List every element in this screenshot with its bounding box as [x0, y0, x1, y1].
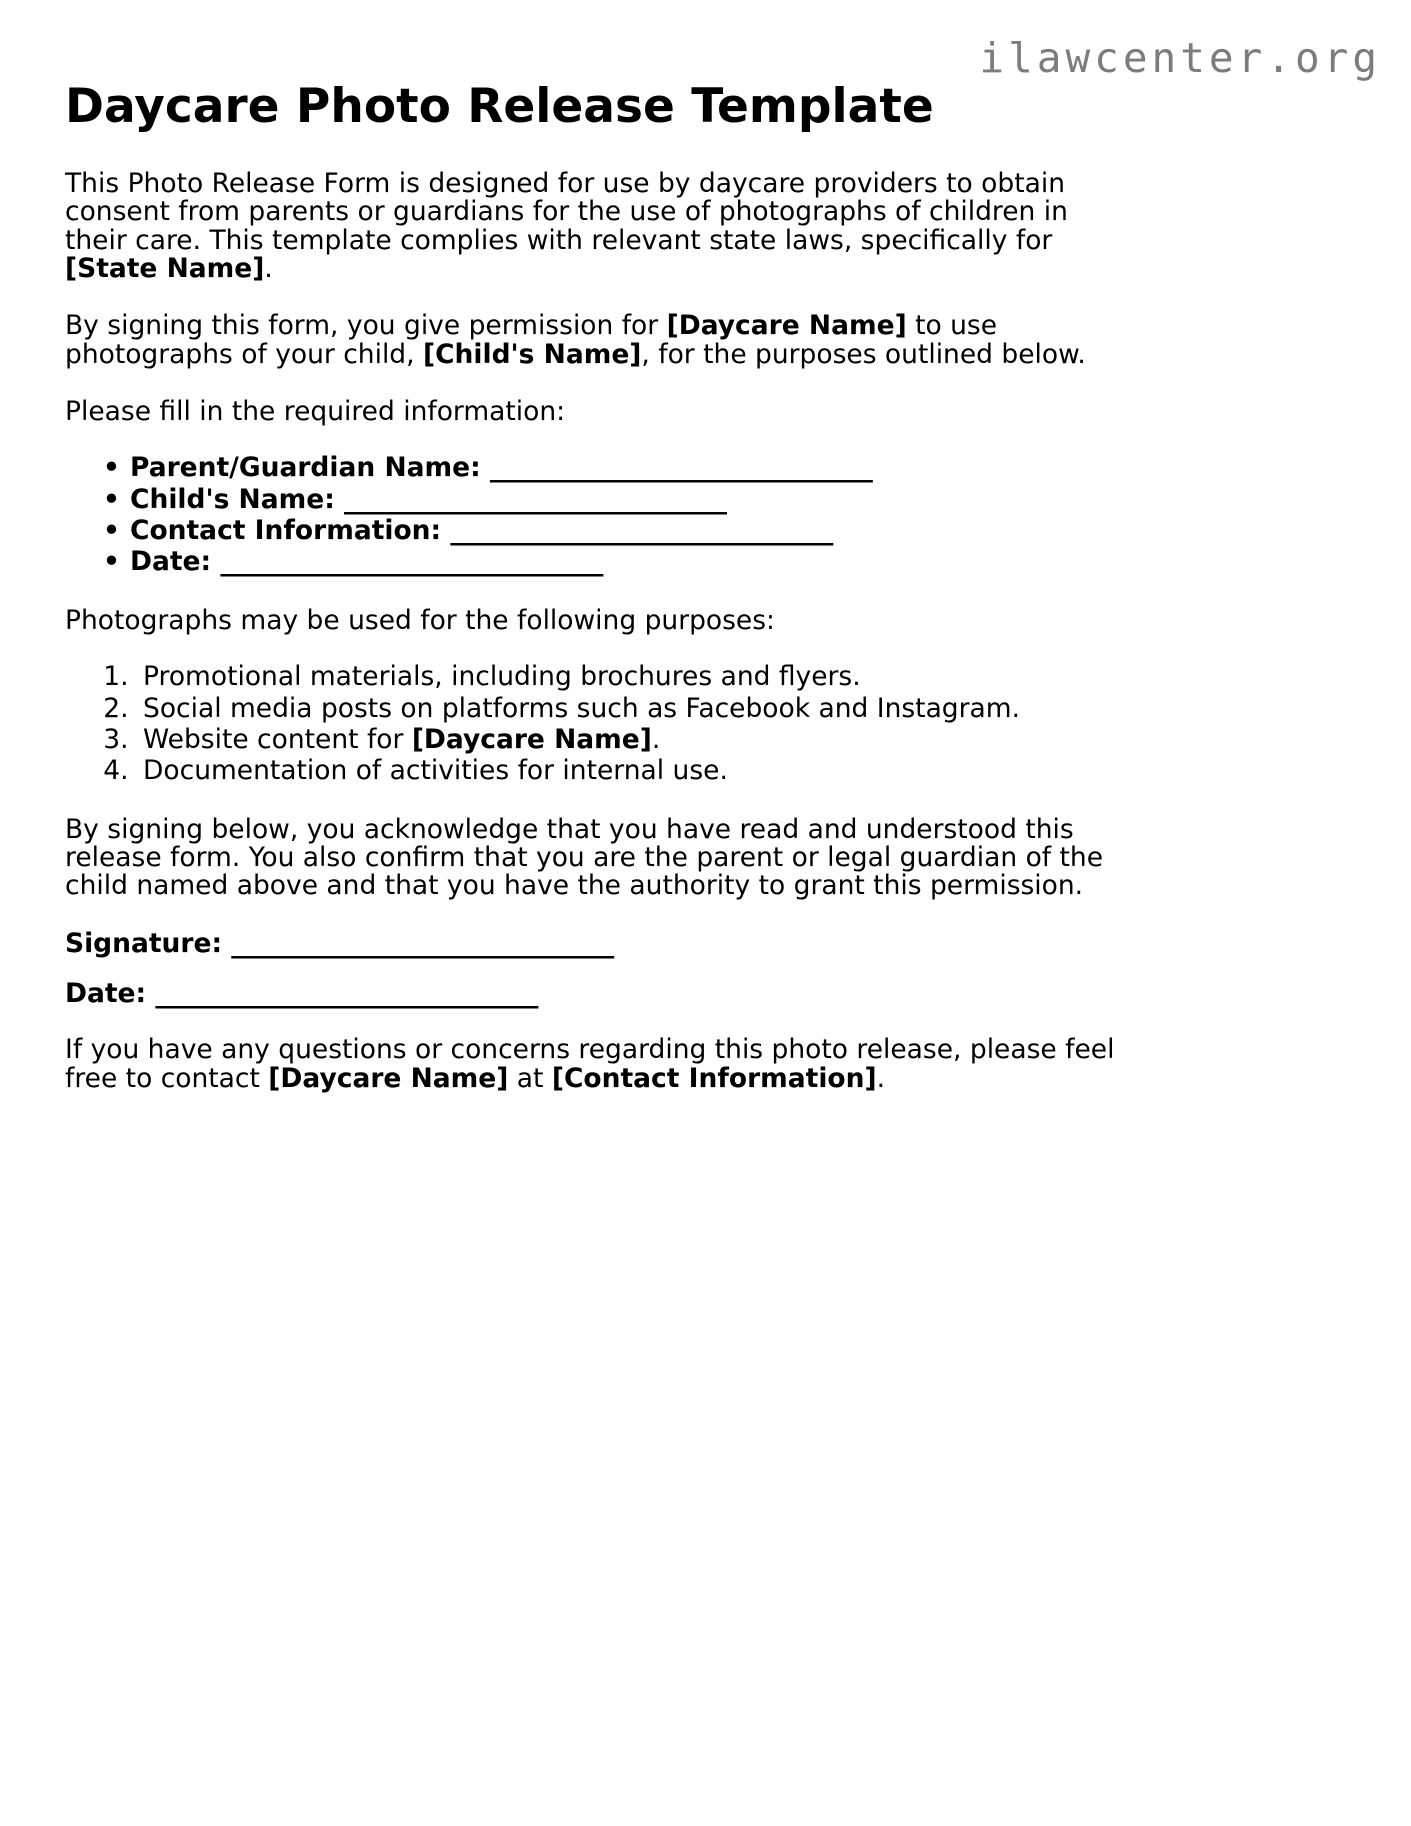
- list-item-purpose-1: [137, 663, 1137, 691]
- date-label: Date:: [65, 977, 147, 1009]
- blank-line-contact-information[interactable]: ______________________________: [450, 515, 833, 547]
- blank-line-signature-date[interactable]: ______________________________: [155, 977, 538, 1009]
- list-item-parent-guardian-name: [103, 454, 1137, 482]
- contact-text-part1: If you have any questions or concerns regarding this photo release, please feel free to contact: [65, 1034, 1115, 1094]
- purpose-3-text-after: .: [651, 723, 661, 755]
- blank-line-date[interactable]: ______________________________: [220, 546, 603, 578]
- placeholder-daycare-name: [Daycare Name]: [666, 310, 907, 342]
- list-item-date: [103, 548, 1137, 576]
- blank-line-signature[interactable]: ______________________________: [231, 927, 614, 959]
- purposes-list: [65, 663, 1137, 785]
- document-content: [65, 80, 1137, 1122]
- purpose-3-text: Website content for: [143, 723, 412, 755]
- date-field-row: [65, 977, 1137, 1009]
- blank-line-parent-guardian-name[interactable]: ______________________________: [489, 452, 873, 484]
- placeholder-daycare-name-purpose: [Daycare Name]: [411, 723, 652, 755]
- page-title: Daycare Photo Release Template: [65, 79, 934, 134]
- signature-field-row: [65, 927, 1137, 959]
- purposes-prompt: Photographs may be used for the following purposes:: [65, 604, 775, 636]
- permission-paragraph: [65, 312, 1137, 369]
- contact-paragraph: [65, 1036, 1137, 1093]
- intro-text-part2: .: [264, 253, 273, 285]
- acknowledgement-paragraph: By signing below, you acknowledge that you have read and understood this release form. You also confirm that you are the parent or legal guardian of the child named above and that you have the authority to grant this permission.: [65, 813, 1104, 902]
- purpose-2-text: Social media posts on platforms such as Facebook and Instagram.: [143, 692, 1020, 724]
- permission-text-part2: to use photographs of your child,: [65, 310, 998, 370]
- list-item-contact-information: [103, 517, 1137, 545]
- permission-text-part3: , for the purposes outlined below.: [641, 338, 1086, 370]
- purpose-4-text: Documentation of activities for internal use.: [143, 755, 728, 787]
- contact-text-part3: .: [876, 1062, 886, 1094]
- placeholder-child-name: [Child's Name]: [422, 338, 642, 370]
- list-item-purpose-4: [137, 757, 1137, 785]
- site-watermark: ilawcenter.org: [979, 34, 1381, 82]
- blank-line-childs-name[interactable]: ______________________________: [344, 483, 727, 515]
- field-label-contact-information: Contact Information:: [130, 515, 442, 547]
- required-information-list: [65, 454, 1137, 576]
- list-item-childs-name: [103, 483, 1137, 515]
- fill-in-prompt: Please fill in the required information:: [65, 396, 566, 428]
- field-label-date: Date:: [130, 546, 212, 578]
- list-item-purpose-2: [137, 692, 1137, 724]
- field-label-childs-name: Child's Name:: [130, 483, 335, 515]
- contact-text-part2: at: [508, 1062, 552, 1094]
- placeholder-contact-information: [Contact Information]: [551, 1062, 877, 1094]
- placeholder-daycare-name-contact: [Daycare Name]: [268, 1062, 509, 1094]
- field-label-parent-guardian-name: Parent/Guardian Name:: [130, 452, 481, 484]
- signature-label: Signature:: [65, 927, 223, 959]
- list-item-purpose-3: [137, 723, 1137, 755]
- permission-text-part1: By signing this form, you give permission for: [65, 310, 667, 342]
- purpose-1-text: Promotional materials, including brochures and flyers.: [143, 661, 861, 693]
- intro-paragraph: [65, 170, 1137, 283]
- intro-text-part1: This Photo Release Form is designed for use by daycare providers to obtain consent from parents or guardians for the use of photographs of children in their care. This template complies with relevant state laws, specifically for: [65, 168, 1068, 256]
- placeholder-state-name: [State Name]: [65, 253, 265, 285]
